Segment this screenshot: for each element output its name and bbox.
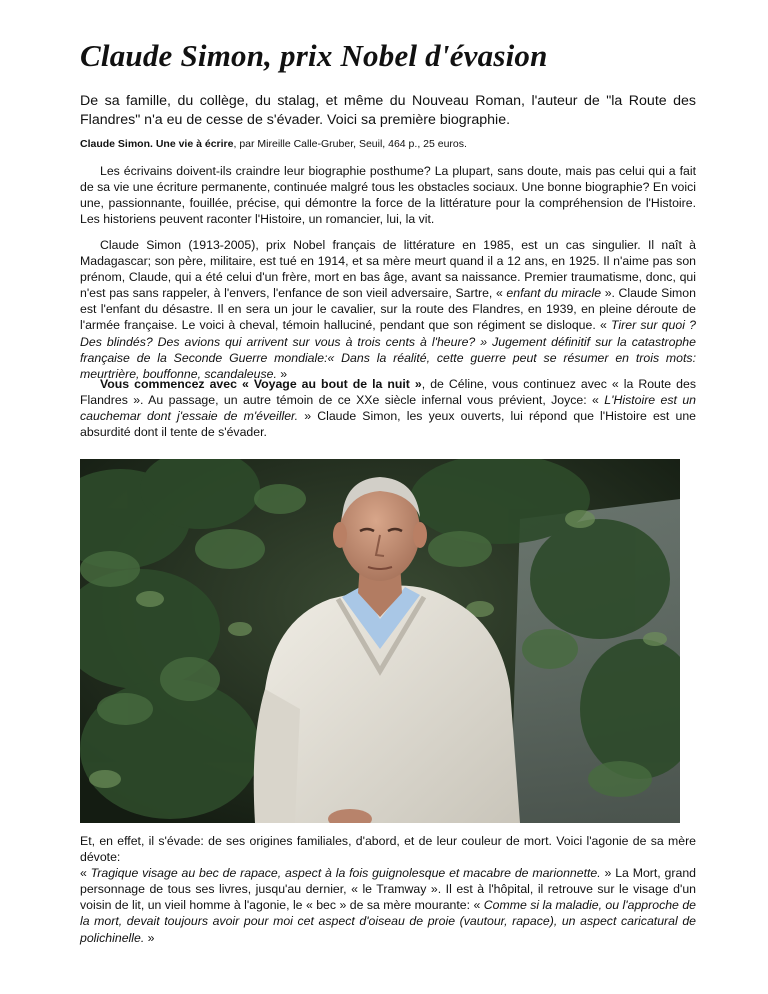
paragraph-3 [80,376,696,440]
paragraph-2-text: Claude Simon (1913-2005), prix Nobel français de littérature en 1985, est un cas singulier. Il naît à Madagascar; son père, militaire, est tué en 1914, et sa mère meurt quand il a 12 ans, en 1925. Il n'aime pas son prénom, Claude, qui a été celui d'un frère, mort en bas âge, avant sa naissance. Premier traumatisme, donc, qui n'est pas sans rappeler, à l'envers, l'enfance de son vieil adversaire, Sartre, « [80,238,696,301]
portrait-illustration [80,459,680,823]
paragraph-4-text: Et, en effet, il s'évade: de ses origines familiales, d'abord, et de leur couleur de mort. Voici l'agonie de sa mère dévote: [80,834,696,865]
paragraph-4-quote-open: « [80,866,91,881]
paragraph-2 [80,237,696,382]
quote-joyce: L'Histoire est un cauchemar dont j'essaie de m'éveiller. [80,393,696,424]
paragraph-2-end: » [276,366,288,381]
paragraph-2-text-cont: ». Claude Simon est l'enfant du désastre. Il en sera un jour le cavalier, sur la route des Flandres, en 1939, en pleine déroute de l'armée française. Le voici à cheval, témoin halluciné, pendant que son régiment se disloque. « [80,286,696,333]
paragraph-3-end: » Claude Simon, les yeux ouverts, lui répond que l'Histoire est une absurdité dont il tente de s'évader. [80,409,696,440]
quote-tirer-sur-quoi: Tirer sur quoi ? Des blindés? Des avions qui arrivent sur vous à trois cents à l'heure? » Jugement définitif sur la catastrophe française de la Seconde Guerre mondiale:« Dans la réalité, cette guerre peut se résumer en trois mots: meurtrière, bouffonne, scandaleuse. [80,318,696,381]
book-details: , par Mireille Calle-Gruber, Seuil, 464 p., 25 euros. [233,138,467,150]
article-lead: De sa famille, du collège, du stalag, et même du Nouveau Roman, l'auteur de "la Route des Flandres" n'a eu de cesse de s'évader. Voici sa première biographie. [80,93,696,128]
book-title: Claude Simon. Une vie à écrire [80,138,234,150]
paragraph-4-text-cont: » La Mort, grand personnage de tous ses livres, jusqu'au dernier, « le Tramway ». Il est à l'hôpital, il retrouve sur le visage d'un voisin de lit, un vieil homme à l'agonie, le « bec » de sa mère mourante: « [80,866,696,913]
article-title: Claude Simon, prix Nobel d'évasion [80,38,548,73]
paragraph-1-text: Les écrivains doivent-ils craindre leur biographie posthume? La plupart, sans doute, mais pas celui qui a fait de sa vie une écriture permanente, continuée malgré tous les obstacles sociaux. Une bonne biographie? En voici une, passionnante, fouillée, précise, qui démontre la force de la littérature pour la compréhension de l'Histoire. Les historiens peuvent raconter l'Histoire, un romancier, lui, la vit. [80,164,696,227]
book-reference [80,138,696,151]
paragraph-4 [80,833,696,946]
quote-comme-si: Comme si la maladie, ou l'approche de la mort, devait toujours avoir pour moi cet aspect d'oiseau de proie (vautour, rapace), un aspect caricatural de polichinelle. [80,898,696,945]
quote-enfant-du-miracle: enfant du miracle [506,286,602,301]
portrait-photo [80,459,680,823]
paragraph-3-text: , de Céline, vous continuez avec « la Route des Flandres ». Au passage, un autre témoin de ce XXe siècle infernal vous prévient, Joyce: « [80,377,696,408]
paragraph-3-bold-intro: Vous commencez avec « Voyage au bout de la nuit » [100,377,422,391]
paragraph-4-end: » [144,930,155,945]
quote-tragique-visage: Tragique visage au bec de rapace, aspect à la fois guignolesque et macabre de marionnette. [90,866,601,881]
paragraph-1 [80,163,696,227]
